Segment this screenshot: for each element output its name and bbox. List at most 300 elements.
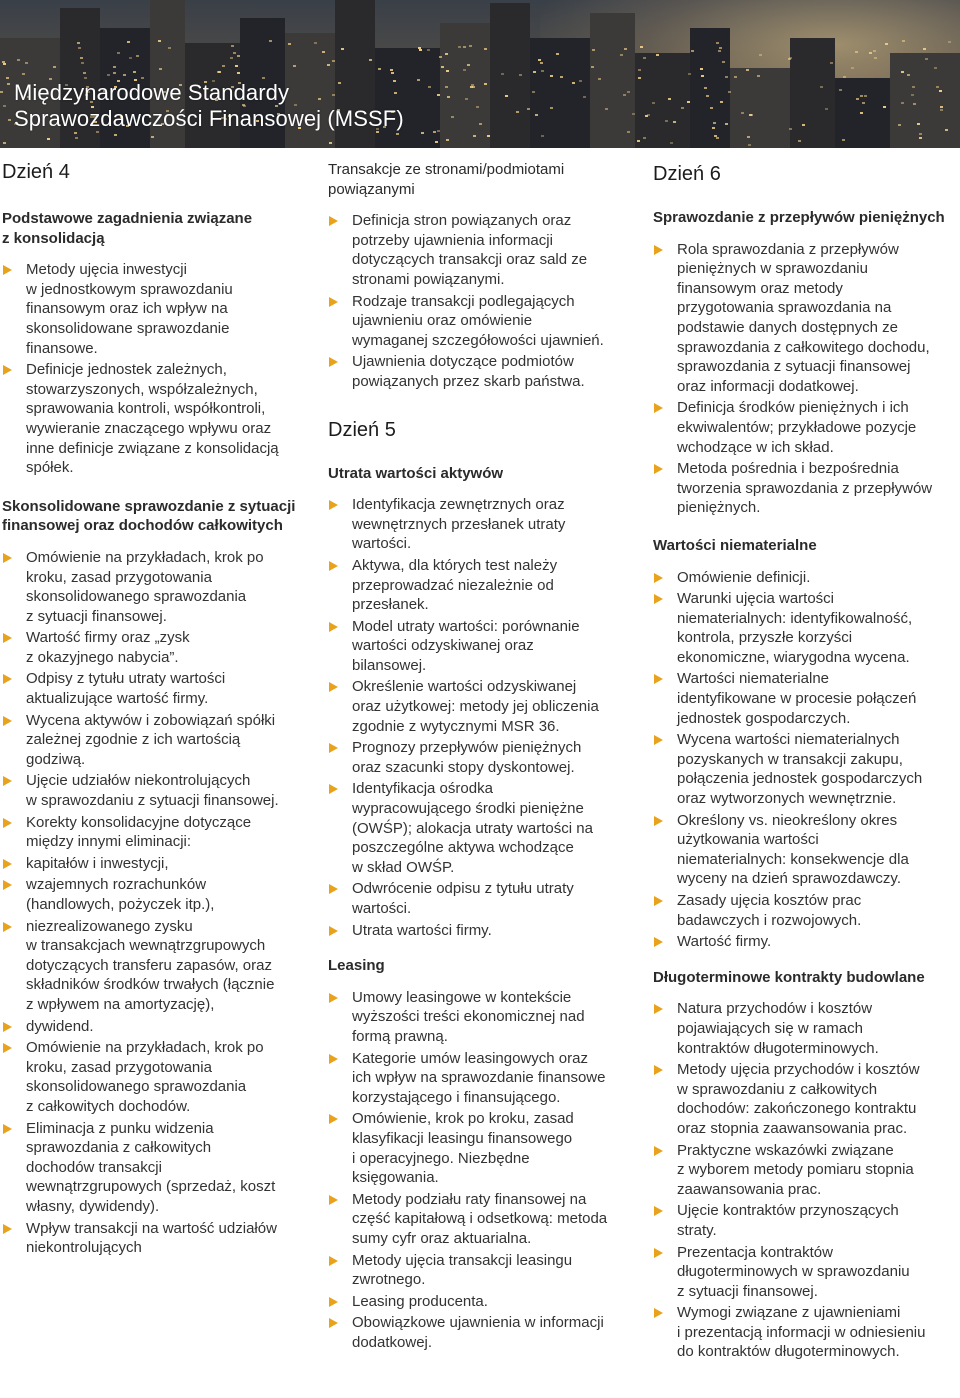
list-item — [328, 495, 638, 554]
building-window — [0, 91, 3, 93]
list-item — [328, 988, 638, 1047]
building-window — [945, 129, 948, 131]
building-window — [598, 78, 601, 80]
list-item-text: Wycena wartości niematerialnych pozyskanych w transakcji zakupu, połączenia jednostek gospodarczych oraz wytworzonych wewnętrznie. — [677, 731, 923, 808]
list-item — [653, 891, 960, 930]
building-window — [907, 74, 910, 76]
triangle-bullet-icon — [654, 245, 663, 255]
building-window — [788, 58, 791, 60]
building-window — [421, 132, 424, 134]
list-item-text: Rodzaje transakcji podlegających ujawnieniu oraz omówienie wymaganej szczegółowości ujawnień. — [352, 292, 604, 349]
list-item-text: Leasing producenta. — [352, 1292, 488, 1310]
building-window — [428, 86, 431, 88]
building-window — [718, 50, 721, 52]
list-item-text: Wpływ transakcji na wartość udziałów niekontrolujących — [26, 1219, 277, 1257]
triangle-bullet-icon — [654, 403, 663, 413]
triangle-bullet-icon — [329, 784, 338, 794]
building-window — [728, 91, 731, 93]
building-window — [691, 50, 694, 52]
list-item — [653, 1243, 960, 1302]
building-window — [487, 135, 490, 137]
triangle-bullet-icon — [654, 896, 663, 906]
impairment-list — [328, 495, 638, 940]
list-item-text: Obowiązkowe ujawnienia w informacji dodatkowej. — [352, 1314, 604, 1351]
list-item-text: Ujęcie udziałów niekontrolujących w sprawozdaniu z sytuacji finansowej. — [26, 772, 279, 810]
building-window — [759, 54, 762, 56]
building-window — [583, 96, 586, 98]
intangibles-list — [653, 568, 960, 952]
building-window — [925, 58, 928, 60]
triangle-bullet-icon — [329, 561, 338, 571]
building-window — [332, 60, 335, 62]
list-item — [328, 1049, 638, 1108]
list-item — [2, 1219, 320, 1258]
intangibles-heading: Wartości niematerialne — [653, 536, 817, 554]
triangle-bullet-icon — [329, 993, 338, 1003]
building-window — [645, 115, 648, 117]
building-window — [869, 52, 872, 54]
building — [635, 53, 690, 148]
triangle-bullet-icon — [329, 926, 338, 936]
building-window — [463, 69, 466, 71]
list-item — [2, 1038, 320, 1116]
building-window — [390, 69, 393, 71]
building-window — [757, 75, 760, 77]
building-window — [741, 112, 744, 114]
building-window — [706, 95, 709, 97]
building-window — [479, 123, 482, 125]
building-window — [437, 130, 440, 132]
list-item — [2, 854, 320, 874]
building-window — [237, 55, 240, 57]
triangle-bullet-icon — [654, 1206, 663, 1216]
building-window — [862, 102, 865, 104]
building-window — [704, 87, 707, 89]
building-window — [948, 41, 951, 43]
list-item-text: Wycena aktywów i zobowiązań spółki zależnej zgodnie z ich wartością godziwą. — [26, 711, 276, 768]
building-window — [592, 49, 595, 51]
triangle-bullet-icon — [3, 633, 12, 643]
list-item — [653, 1060, 960, 1138]
building-window — [114, 134, 117, 136]
building-window — [133, 71, 136, 73]
list-item-text: Aktywa, dla których test należy przeprowadzać niezależnie od przesłanek. — [352, 556, 558, 614]
building-window — [873, 50, 876, 52]
building-window — [158, 40, 161, 42]
list-item — [653, 1201, 960, 1240]
triangle-bullet-icon — [3, 716, 12, 726]
building-window — [839, 89, 842, 91]
list-item-text: Omówienie, krok po kroku, zasad klasyfikacji leasingu finansowego i operacyjnego. Niezbędne księgowania. — [352, 1110, 574, 1187]
list-item-text: Korekty konsolidacyjne dotyczące między innymi eliminacji: — [26, 813, 252, 851]
list-item — [2, 669, 320, 708]
triangle-bullet-icon — [329, 622, 338, 632]
triangle-bullet-icon — [3, 1022, 12, 1032]
building-window — [637, 140, 640, 142]
list-item-text: Eliminacja z punku widzenia sprawozdania z całkowitych dochodów transakcji wewnątrzgrupowych (sprzedaż, koszt własny, dywidendy). — [26, 1119, 276, 1215]
consolidation-basics-list — [2, 260, 320, 478]
building-window — [541, 70, 544, 72]
building-window — [620, 54, 623, 56]
building-window — [830, 62, 833, 64]
list-item-text: Metody ujęcia przychodów i kosztów w sprawozdaniu z całkowitych dochodów: zakończonego kontraktu oraz stopnia zaawansowania prac. — [677, 1061, 920, 1137]
list-item-text: Praktyczne wskazówki związane z wyborem metody pomiaru stopnia zaawansowania prac. — [677, 1141, 914, 1198]
building-window — [439, 56, 442, 58]
building-window — [934, 67, 937, 69]
building-window — [851, 67, 854, 69]
triangle-bullet-icon — [3, 776, 12, 786]
building-window — [472, 86, 475, 88]
building-window — [842, 139, 845, 141]
building-window — [714, 135, 717, 137]
list-item — [2, 360, 320, 478]
triangle-bullet-icon — [3, 1043, 12, 1053]
building-window — [441, 66, 444, 68]
building-window — [936, 86, 939, 88]
building-window — [665, 120, 668, 122]
triangle-bullet-icon — [3, 365, 12, 375]
building-window — [681, 107, 684, 109]
building-window — [923, 48, 926, 50]
triangle-bullet-icon — [654, 1308, 663, 1318]
impairment-heading: Utrata wartości aktywów — [328, 464, 504, 482]
building-window — [484, 48, 487, 50]
list-item — [653, 730, 960, 808]
building-window — [656, 54, 659, 56]
list-item-text: Metody ujęcia inwestycji w jednostkowym sprawozdaniu finansowym oraz ich wpływ na skonsolidowane sprawozdanie finansowe. — [26, 261, 233, 357]
building-window — [860, 112, 863, 114]
building-window — [734, 76, 737, 78]
triangle-bullet-icon — [3, 880, 12, 890]
building-window — [856, 98, 859, 100]
related-parties-list — [328, 211, 638, 391]
building-window — [123, 74, 126, 76]
list-item — [328, 1313, 638, 1352]
list-item — [328, 1109, 638, 1187]
leasing-list — [328, 988, 638, 1353]
list-item — [328, 352, 638, 391]
triangle-bullet-icon — [329, 1195, 338, 1205]
list-item — [653, 459, 960, 518]
building-window — [940, 106, 943, 108]
building-window — [168, 47, 171, 49]
building-window — [623, 94, 626, 96]
building-window — [627, 131, 630, 133]
list-item — [653, 1303, 960, 1362]
list-item — [653, 589, 960, 667]
building-window — [341, 48, 344, 50]
list-item — [653, 568, 960, 588]
building-window — [484, 83, 487, 85]
building-window — [233, 52, 236, 54]
building — [590, 13, 635, 148]
list-item — [2, 548, 320, 626]
building-window — [269, 40, 272, 42]
building-window — [720, 101, 723, 103]
list-item — [653, 240, 960, 397]
triangle-bullet-icon — [654, 1248, 663, 1258]
triangle-bullet-icon — [329, 1297, 338, 1307]
list-item-text: Zasady ujęcia kosztów prac badawczych i rozwojowych. — [677, 892, 862, 929]
building-window — [78, 47, 81, 49]
list-item — [328, 1190, 638, 1249]
building-window — [501, 73, 504, 75]
building-window — [719, 47, 722, 49]
list-item-text: dywidend. — [26, 1017, 94, 1035]
building-window — [638, 69, 641, 71]
building-window — [262, 77, 265, 79]
building — [690, 28, 730, 148]
list-item — [653, 811, 960, 889]
building-window — [535, 114, 538, 116]
building-window — [901, 102, 904, 104]
building-window — [541, 135, 544, 137]
triangle-bullet-icon — [3, 1224, 12, 1234]
consolidation-basics-heading: Podstawowe zagadnienia związane z konsolidacją — [2, 210, 253, 247]
building-window — [445, 53, 448, 55]
building-window — [446, 139, 449, 141]
list-item-text: Omówienie na przykładach, krok po kroku, zasad przygotowania skonsolidowanego sprawozdania z sytuacji finansowej. — [26, 548, 264, 625]
triangle-bullet-icon — [329, 1318, 338, 1328]
day-4-heading: Dzień 4 — [2, 161, 70, 183]
related-parties-heading: Transakcje ze stronami/podmiotami powiązanymi — [328, 161, 565, 198]
list-item-text: Odwrócenie odpisu z tytułu utraty wartości. — [352, 880, 574, 917]
list-item — [328, 292, 638, 351]
building-window — [237, 72, 240, 74]
building-window — [396, 133, 399, 135]
list-item — [653, 398, 960, 457]
building-window — [519, 74, 522, 76]
building-window — [798, 140, 801, 142]
building-window — [532, 91, 535, 93]
building-window — [435, 141, 438, 143]
building-window — [222, 65, 225, 67]
triangle-bullet-icon — [3, 265, 12, 275]
list-item-text: Model utraty wartości: porównanie wartości odzyskiwanej oraz bilansowej. — [352, 617, 580, 674]
building-window — [716, 42, 719, 44]
list-item — [2, 628, 320, 667]
building-window — [136, 55, 139, 57]
list-item-text: niezrealizowanego zysku w transakcjach wewnątrzgrupowych dotyczących transferu zapasów, oraz składników środków trwałych (łącznie z wpływem na amortyzację), — [26, 917, 275, 1013]
list-item-text: Kategorie umów leasingowych oraz ich wpływ na sprawozdanie finansowe korzystającego i finansującego. — [352, 1049, 606, 1106]
building-window — [53, 66, 56, 68]
building-window — [713, 122, 716, 124]
building-window — [419, 49, 422, 51]
building-window — [288, 43, 291, 45]
list-item-text: Prezentacja kontraktów długoterminowych w sprawozdaniu z sytuacji finansowej. — [677, 1243, 910, 1300]
building-window — [230, 57, 233, 59]
building-window — [476, 106, 479, 108]
triangle-bullet-icon — [654, 1004, 663, 1014]
building-window — [81, 62, 84, 64]
building-window — [80, 57, 83, 59]
building-window — [560, 76, 563, 78]
building — [490, 3, 530, 148]
list-item — [328, 921, 638, 941]
triangle-bullet-icon — [329, 1054, 338, 1064]
building-window — [902, 40, 905, 42]
list-item — [2, 813, 320, 852]
building-window — [940, 109, 943, 111]
triangle-bullet-icon — [654, 1065, 663, 1075]
list-item-text: Wymogi związane z ujawnieniami i prezentacją informacji w odniesieniu do kontraktów długoterminowych. — [677, 1304, 926, 1361]
triangle-bullet-icon — [654, 937, 663, 947]
building-window — [746, 69, 749, 71]
building-window — [550, 107, 553, 109]
building-window — [329, 142, 332, 144]
building — [890, 53, 960, 148]
building-window — [710, 107, 713, 109]
building-window — [624, 48, 627, 50]
consolidated-statement-list — [2, 548, 320, 1258]
building-window — [47, 138, 50, 140]
list-item-text: Wartość firmy oraz „zysk z okazyjnego nabycia”. — [26, 629, 190, 666]
triangle-bullet-icon — [3, 674, 12, 684]
column-day-6 — [653, 160, 960, 1364]
triangle-bullet-icon — [329, 357, 338, 367]
building-window — [673, 121, 676, 123]
triangle-bullet-icon — [654, 573, 663, 583]
building-window — [747, 136, 750, 138]
list-item — [328, 779, 638, 877]
list-item — [653, 932, 960, 952]
building-window — [550, 75, 553, 77]
triangle-bullet-icon — [654, 816, 663, 826]
building-window — [860, 95, 863, 97]
list-item — [2, 1017, 320, 1037]
building-window — [84, 77, 87, 79]
list-item-text: Metoda pośrednia i bezpośrednia tworzenia sprawozdania z przepływów pieniężnych. — [677, 460, 933, 517]
triangle-bullet-icon — [3, 553, 12, 563]
cash-flow-heading: Sprawozdanie z przepływów pieniężnych — [653, 209, 945, 226]
construction-contracts-heading: Długoterminowe kontrakty budowlane — [653, 968, 925, 986]
building-window — [6, 77, 9, 79]
building-window — [701, 75, 704, 77]
building-window — [725, 76, 728, 78]
building-window — [912, 86, 915, 88]
building-window — [107, 74, 110, 76]
building-window — [217, 71, 220, 73]
triangle-bullet-icon — [329, 743, 338, 753]
building-window — [911, 94, 914, 96]
list-item-text: Metody ujęcia transakcji leasingu zwrotnego. — [352, 1251, 573, 1289]
construction-contracts-list — [653, 999, 960, 1362]
building-window — [77, 42, 80, 44]
list-item-text: Utrata wartości firmy. — [352, 921, 492, 939]
building-window — [369, 59, 372, 61]
list-item-text: Prognozy przepływów pieniężnych oraz szacunki stopy dyskontowej. — [352, 739, 582, 776]
list-item — [653, 999, 960, 1058]
triangle-bullet-icon — [654, 594, 663, 604]
triangle-bullet-icon — [3, 1124, 12, 1134]
building-window — [643, 137, 646, 139]
building-window — [427, 49, 430, 51]
triangle-bullet-icon — [3, 859, 12, 869]
triangle-bullet-icon — [654, 735, 663, 745]
list-item — [328, 617, 638, 676]
building-window — [885, 43, 888, 45]
building-window — [129, 57, 132, 59]
building-window — [433, 131, 436, 133]
building-window — [22, 73, 25, 75]
building-window — [632, 113, 635, 115]
building-window — [638, 77, 641, 79]
list-item-text: Umowy leasingowe w kontekście wyższości treści ekonomicznej nad formą prawną. — [352, 988, 585, 1045]
list-item — [328, 879, 638, 918]
building-window — [7, 83, 10, 85]
building-window — [716, 137, 719, 139]
list-item — [328, 556, 638, 615]
building-window — [17, 59, 20, 61]
building-window — [855, 51, 858, 53]
triangle-bullet-icon — [329, 682, 338, 692]
building-window — [700, 68, 703, 70]
building-window — [3, 63, 6, 65]
building-window — [579, 80, 582, 82]
building-window — [235, 65, 238, 67]
building-window — [789, 128, 792, 130]
building-window — [725, 123, 728, 125]
triangle-bullet-icon — [329, 297, 338, 307]
building-window — [75, 137, 78, 139]
list-item-text: Omówienie definicji. — [677, 568, 811, 586]
building-window — [540, 62, 543, 64]
triangle-bullet-icon — [329, 884, 338, 894]
building-window — [919, 137, 922, 139]
column-related-parties-day-5 — [328, 160, 638, 1354]
list-item — [328, 211, 638, 289]
building-window — [3, 105, 6, 107]
building-window — [538, 59, 541, 61]
list-item — [328, 1251, 638, 1290]
triangle-bullet-icon — [3, 818, 12, 828]
building-window — [465, 98, 468, 100]
building-window — [113, 72, 116, 74]
list-item — [653, 669, 960, 728]
triangle-bullet-icon — [329, 216, 338, 226]
building-window — [748, 144, 751, 146]
building-window — [473, 135, 476, 137]
column-day-4 — [2, 160, 320, 1260]
building-window — [231, 45, 234, 47]
building-window — [883, 106, 886, 108]
building-window — [864, 95, 867, 97]
building-window — [151, 136, 154, 138]
building-window — [378, 68, 381, 70]
building-window — [843, 76, 846, 78]
list-item — [653, 1141, 960, 1200]
triangle-bullet-icon — [3, 922, 12, 932]
triangle-bullet-icon — [329, 1114, 338, 1124]
building-window — [117, 52, 120, 54]
building-window — [670, 142, 673, 144]
list-item-text: wzajemnych rozrachunków (handlowych, pożyczek itp.), — [26, 876, 215, 913]
building-window — [712, 127, 715, 129]
list-item-text: Ujawnienia dotyczące podmiotów powiązanych przez skarb państwa. — [352, 353, 585, 390]
building-window — [572, 82, 575, 84]
list-item — [328, 738, 638, 777]
building-window — [722, 61, 725, 63]
cash-flow-list — [653, 240, 960, 518]
list-item — [328, 677, 638, 736]
building-window — [446, 70, 449, 72]
building-window — [322, 51, 325, 53]
list-item-text: Identyfikacja ośrodka wypracowującego środki pieniężne (OWŚP); alokacja utraty wartości na poszczególne aktywa wchodzące w skład OWŚP. — [352, 780, 593, 876]
building-window — [458, 46, 461, 48]
page-title-line-1: Międzynarodowe Standardy — [14, 80, 290, 105]
list-item-text: Odpisy z tytułu utraty wartości aktualizujące wartość firmy. — [26, 670, 226, 708]
triangle-bullet-icon — [654, 1146, 663, 1156]
